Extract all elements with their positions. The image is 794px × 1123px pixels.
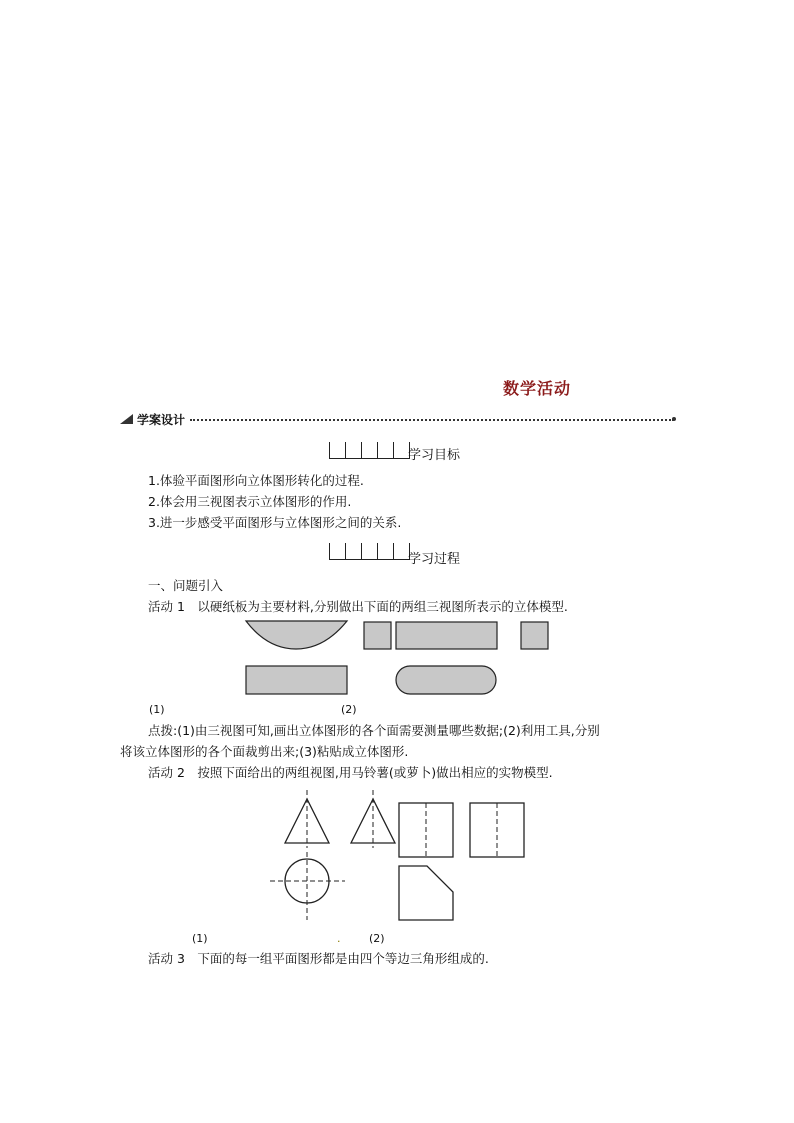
page-title: 数学活动 (503, 379, 572, 398)
header-process: 学习过程 (408, 552, 461, 567)
goal-item-1: 1.体验平面图形向立体图形转化的过程. (148, 473, 364, 488)
activity-2: 活动 2 按照下面给出的两组视图,用马铃薯(或萝卜)做出相应的实物模型. (148, 765, 553, 780)
hint-line-2: 将该立体图形的各个面裁剪出来;(3)粘贴成立体图形. (120, 744, 409, 759)
fig1-label-1: (1) (149, 703, 165, 716)
section-label: 学案设计 (137, 411, 188, 428)
part-heading: 一、问题引入 (148, 578, 224, 593)
activity-3: 活动 3 下面的每一组平面图形都是由四个等边三角形组成的. (148, 951, 489, 966)
cone-front-triangle (285, 799, 329, 843)
activity-1: 活动 1 以硬纸板为主要材料,分别做出下面的两组三视图所表示的立体模型. (148, 599, 568, 614)
goal-item-2: 2.体会用三视图表示立体图形的作用. (148, 494, 352, 509)
cone-side-triangle (351, 799, 395, 843)
fig2-dot: . (337, 932, 341, 945)
fig1-label-2: (2) (341, 703, 357, 716)
header-goals: 学习目标 (408, 448, 461, 463)
fig2-label-2: (2) (369, 932, 385, 945)
hint-line-1: 点拨:(1)由三视图可知,画出立体图形的各个面需要测量哪些数据;(2)利用工具,分别 (148, 723, 600, 738)
fig2-label-1: (1) (192, 932, 208, 945)
goal-item-3: 3.进一步感受平面图形与立体图形之间的关系. (148, 515, 402, 530)
prism-top-shape (399, 866, 453, 920)
